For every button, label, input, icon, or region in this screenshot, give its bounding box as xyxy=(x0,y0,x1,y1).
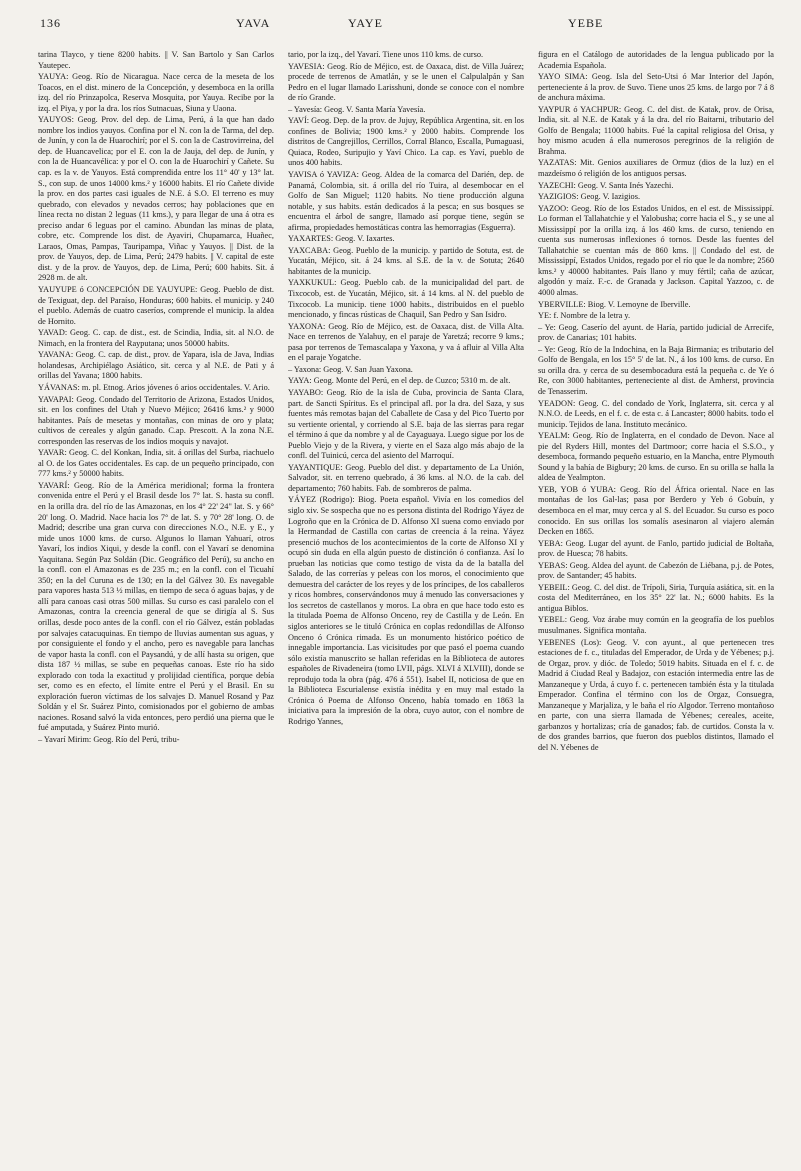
entry-paragraph: YAZOO: Geog. Río de los Estados Unidos, en el est. de Mississippí. Lo forman el Tallahatchie y el Yalobusha; corre hacia el S., y se une al Mississippí por la orilla izq. á los 460 kms. de curso, teniendo en cuenta sus numerosas inflexiones ó tornos. Desde las fuentes del Tallahatchie se cuentan más de 860 kms. || Condado del est. de Mississippí, Estados Unidos, regado por el río que le da nombre; 2560 kms.² y 40000 habitantes. País llano y muy fértil; caña de azúcar, algodón y maíz. F.-c. de Granada y Jackson. Capital Yazzoo, c. de 4000 almas. xyxy=(538,203,774,298)
running-head-right: YEBE xyxy=(568,16,604,30)
entry-paragraph: YAYA: Geog. Monte del Perú, en el dep. de Cuzco; 5310 m. de alt. xyxy=(288,376,511,386)
entry-paragraph: YEBENES (Los): Geog. V. con ayunt., al que pertenecen tres estaciones de f. c., tituladas del Emperador, de Urda y de Yébenes; p.j. de Orgaz, prov. y dióc. de Toledo; 5019 habits. Situada en el f. c. de Madrid á Ciudad Real y Badajoz, con estación intermedia entre las de Manzaneque y Urda, á cuyo f. c. pertenecen también ésta y la titulada Emperador. Confina el término con los de Orgaz, Consuegra, Manzaneque y Marjaliza, y le baña el río Algodor. Terreno montañoso en parte, con una sierra llamada de Yébenes; cereales, aceite, garbanzos y hortalizas; cría de ganados; fab. de curtidos. Consta la v. de dos grandes barrios, que fueron dos pueblos distintos, llamado el del N. Yébenes de xyxy=(538,637,774,752)
entry-paragraph: YEALM: Geog. Río de Inglaterra, en el condado de Devon. Nace al pie del Ryders Hill, montes del Dartmoor; corre hacia el S.S.O., y desemboca, formando pequeño estuario, en la Mancha, entre Plymouth Sound y la bahía de Bigbury; 20 kms. de curso. En su orilla se halla la aldea de Yealmpton. xyxy=(538,431,774,483)
entry-paragraph: YEBEIL: Geog. C. del dist. de Trípoli, Siria, Turquía asiática, sit. en la costa del Mediterráneo, en los 35° 22' lat. N.; 6000 habits. Es la antigua Biblos. xyxy=(538,582,774,613)
entry-paragraph: YAYABO: Geog. Río de la isla de Cuba, provincia de Santa Clara, part. de Sancti Spíritus. Es el principal afl. por la dra. del Saza, y sus fuentes más remotas bajan del Caballete de Casa y del Pico Tuerto por su vertiente oriental, y corriendo al S.E. baja de las sierras para regar el término á que da nombre y al de Cayaguaya. Luego sigue por los de Pueblo Viejo y de la Rivera, y vierte en el Saza algo más abajo de la confl. del Tuinicú, cerca del asiento del Marroquí. xyxy=(288,387,524,461)
entry-paragraph: YAVAR: Geog. C. del Konkan, India, sit. á orillas del Surba, riachuelo al O. de los Gates occidentales. Es cap. de un pequeño principado, con 777 kms.² y 50000 habits. xyxy=(38,448,274,479)
entry-paragraph: tarina Tlayco, y tiene 8200 habits. || V. San Bartolo y San Carlos Yautepec. xyxy=(38,50,274,70)
entry-paragraph: tario, por la izq., del Yavarí. Tiene unos 110 kms. de curso. xyxy=(288,50,484,59)
entry-paragraph: YAZECHI: Geog. V. Santa Inés Yazechi. xyxy=(538,180,674,190)
entry-paragraph: YAXKUKUL: Geog. Pueblo cab. de la municipalidad del part. de Tixcocob, est. de Yucatán, Méjico, sit. á 14 kms. al N. del pueblo de Tixcocob. La municip. tiene 1000 habits., distribuidos en el pueblo mencionado, y fincas rústicas de Chaquil, San Pedro y San Isidro. xyxy=(288,278,524,320)
column-middle xyxy=(288,50,524,1158)
entry-paragraph: YÁVANAS: m. pl. Etnog. Arios jóvenes ó arios occidentales. V. Ario. xyxy=(38,382,270,392)
column-left xyxy=(38,50,274,1158)
entry-paragraph: YAXARTES: Geog. V. Iaxartes. xyxy=(288,234,395,244)
entry-paragraph: YEBAS: Geog. Aldea del ayunt. de Cabezón de Liébana, p.j. de Potes, prov. de Santander; 45 habits. xyxy=(538,560,774,581)
entry-paragraph: YEADON: Geog. C. del condado de York, Inglaterra, sit. cerca y al N.N.O. de Leeds, en el f. c. de esta c. á Lancaster; 8000 habits. todo el municip. Tejidos de lana. Instituto mecánico. xyxy=(538,398,774,429)
entry-paragraph: YAUYA: Geog. Río de Nicaragua. Nace cerca de la meseta de los Toacos, en el dist. minero de la Concepción, y desemboca en la orilla izq. del río Prinzapolca, Reserva Mosquita, por Yauya. Recibe por la izq. el Piya, y por la dra. los ríos Sutnacuas, Siuna y Uaona. xyxy=(38,72,274,113)
entry-paragraph: YAVANA: Geog. C. cap. de dist., prov. de Yapara, isla de Java, Indias holandesas, Archipiélago Asiático, sit. cerca y al N.E. de Pati y á orillas del Yavana; 1800 habits. xyxy=(38,350,274,381)
entry-paragraph: – Ye: Geog. Caserío del ayunt. de Haría, partido judicial de Arrecife, prov. de Canarias; 101 habits. xyxy=(538,322,774,343)
text-columns xyxy=(38,50,774,1158)
running-head-left: YAVA xyxy=(236,16,271,30)
entry-paragraph: – Ye: Geog. Río de la Indochina, en la Baja Birmania; es tributario del Golfo de Bengala, en los 15° 5' de lat. N., á los 100 kms. de curso. En su orilla dra. y cerca de su desembocadura está la pequeña c. de Ye ó Re, con 3000 habitantes, perteneciente al dist. de Amherst, provincia de Tenasserim. xyxy=(538,344,774,396)
entry-paragraph: YAXCABA: Geog. Pueblo de la municip. y partido de Sotuta, est. de Yucatán, Méjico, sit. á 24 kms. al S.E. de la v. de Sotuta; 2640 habitantes de la municip. xyxy=(288,245,524,276)
entry-paragraph: YAYO SIMA: Geog. Isla del Seto-Utsi ó Mar Interior del Japón, perteneciente á la prov. de Suvo. Tiene unos 25 kms. de largo por 7 á 8 de anchura máxima. xyxy=(538,72,774,103)
page-number: 136 xyxy=(40,16,61,30)
entry-paragraph: YAXONA: Geog. Río de Méjico, est. de Oaxaca, dist. de Villa Alta. Nace en terrenos de Yalahuy, en el paraje de Yaretzá; recorre 9 kms.; pasa por terrenos de Temascalapa y Yaxona, y va á afluir al Villa Alta en el paraje Yogatche. xyxy=(288,321,524,363)
entry-paragraph: YAYPUR ó YACHPUR: Geog. C. del dist. de Katak, prov. de Orisa, India, sit. al N.E. de Katak y á la dra. del río Baitarni, tributario del Golfo de Bengala; 11000 habits. Fué la capital religiosa del Orisa, y hoy mismo acuden á ella numerosos peregrinos de la religión de Brahma. xyxy=(538,104,774,156)
entry-paragraph: YAUYOS: Geog. Prov. del dep. de Lima, Perú, á la que han dado nombre los indios yauyos. Confina por el N. con la de Tarma, del dep. de Junín, y con la de Huarochirí; por el S. con la de Castrovirreina, del dep. de Huancavelica; por el E. con la de Jauja, del dep. de Junín, y con la de Huancavélica: y por el O. con la de Huarochirí y Cañete. Su cap. es la v. de Yauyos. Está comprendida entre los 11° 40' y 13° lat. S., con sup. de unos 14000 kms.² y 16000 habits. El río Cañete divide la prov. en dos partes casi iguales de N.E. á S.O. El terreno es muy quebrado, con elevados y nevados cerros; hay poblaciones que en línea recta no distan 2 leguas (11 kms.), y para llegar de una á otra es preciso andar 6 leguas por el camino. Abundan las minas de plata, cobre, etc. Comprende los dist. de Ayaviri, Chupamarca, Huañec, Laraos, Omas, Pampas, Tauripampa, Viñac y Yauyos. || Dist. de la prov. de Yauyos, dep. de Lima, Perú; 2479 habits. || V. capital de este dist. y de la prov. de Yauyos, dep. de Lima, Perú; 600 habits. Sit. á 2928 m. de alt. xyxy=(38,115,274,283)
entry-paragraph: YAUYUPE ó CONCEPCIÓN DE YAUYUPE: Geog. Pueblo de dist. de Texiguat, dep. del Paraíso, Honduras; 600 habits. el municip. y 240 el pueblo. Además de cuatro caseríos, comprende el municip. la aldea de Hornito. xyxy=(38,285,274,326)
entry-paragraph: YAVARÍ: Geog. Río de la América meridional; forma la frontera convenida entre el Perú y el Brasil desde los 7° lat. S. hasta su confl. en la orilla dra. del río de las Amazonas, en los 4° 22' 24" lat. S. y 66° 20' long. O. Madrid. Nace hacia los 7° de lat. S. y 70° 28' long. O. de Madrid; describe una gran curva con direcciones N.O., N.E. y E., y mide unos 1000 kms. de curso. Algunos lo llaman Yahuarí, otros Yavarí, los indios Xiqui, y desde la confl. con el Yavarí se denomina Yaquitana. Según Paz Soldán (Dic. Geográfico del Perú), su ancho en la confl. con el Amazonas es de 235 m.; en la confl. con el Ticuahí 350; en la del Curuna es de 130; en la del Gálvez 30. Es navegable para vapores hasta 513 ½ millas, en tiempo de seca ó aguas bajas, y de allí para canoas casi otras 500 millas. Su curso es casi paralelo con el Amazonas, contra la creencia general de que se dirigía al S. Sus orillas, desde poco antes de la confl. con el río Gálvez, están pobladas por salvajes catacuquinas. En tiempo de lluvias aumentan sus aguas, y por consiguiente el fondo y el ancho, pero es navegable para lanchas de vapor hasta la confl. con el Paysandú, y de allí hasta su origen, que dista 187 ½ millas, se sube en pequeñas canoas. Este río ha sido explorado con toda la exactitud y prolijidad científica, porque debía ser, como es en efecto, el límite entre el Perú y el Brasil. En su exploración fueron víctimas de los salvajes D. Manuel Rosand y Paz Soldán y el Sr. Suárez Pinto, comisionados por el gobierno de ambas naciones. Rosand salvó la vida entonces, pero perdió una pierna que le fué amputada, y Suárez Pinto murió. xyxy=(38,480,274,733)
entry-paragraph: YAVÍ: Geog. Dep. de la prov. de Jujuy, República Argentina, sit. en los confines de Bolivia; 1900 kms.² y 2000 habits. Comprende los distritos de Cangrejillos, Cerrillos, Corral Blanco, Escalla, Pumaguasi, Quiaca, Rodeo, Suripujio y Yaví Chico. La cap. es Yaví, pueblo de unos 400 habits. xyxy=(288,116,524,168)
entry-paragraph: figura en el Catálogo de autoridades de la lengua publicado por la Academia Española. xyxy=(538,50,774,70)
running-head-center: YAYE xyxy=(348,16,383,30)
entry-paragraph: – Yavarí Mirim: Geog. Río del Perú, tribu- xyxy=(38,735,180,744)
entry-paragraph: YEBA: Geog. Lugar del ayunt. de Fanlo, partido judicial de Boltaña, prov. de Huesca; 78 habits. xyxy=(538,538,774,559)
entry-paragraph: YBERVILLE: Biog. V. Lemoyne de Iberville. xyxy=(538,299,691,309)
entry-paragraph: YEBEL: Geog. Voz árabe muy común en la geografía de los pueblos musulmanes. Significa montaña. xyxy=(538,615,774,635)
entry-paragraph: YAZIGIOS: Geog. V. Iazigios. xyxy=(538,192,641,202)
column-right xyxy=(538,50,774,1158)
entry-paragraph: YAYANTIQUE: Geog. Pueblo del dist. y departamento de La Unión, Salvador, sit. en terreno quebrado, á 36 kms. al N.O. de la cab. del departamento; 760 habits. Fab. de sombreros de palma. xyxy=(288,462,524,493)
entry-paragraph: YAVISA ó YAVIZA: Geog. Aldea de la comarca del Darién, dep. de Panamá, Colombia, sit. á orilla del río Tuira, al desembocar en el Golfo de San Miguel; 1120 habits. No tiene producción alguna notable, y sus habits. están dedicados á la pesca; en sus bosques se encuentra el árbol de sangre, llamado así porque tiene, según se afirma, propiedades hemostáticas contra las hemorragias (Esguerra). xyxy=(288,170,524,232)
entry-paragraph: YE: f. Nombre de la letra y. xyxy=(538,311,631,321)
entry-paragraph: YEB, YOB ó YUBA: Geog. Río del África oriental. Nace en las montañas de los Gal-las; pasa por Berdero y Yeb ó Gobuín, y desemboca en el mar, muy cerca y al S. del Ecuador. Su curso es poco conocido. En sus orillas los somalís asesinaron al viajero alemán Decken en 1865. xyxy=(538,484,774,537)
entry-paragraph: YAVESIA: Geog. Río de Méjico, est. de Oaxaca, dist. de Villa Juárez; procede de terrenos de Amatlán, y se le unen el Calpulalpán y San Pedro en el lugar llamado Larisshuni, donde se conoce con el nombre de río Grande. xyxy=(288,61,524,103)
entry-paragraph: – Yaxona: Geog. V. San Juan Yaxona. xyxy=(288,364,413,374)
entry-paragraph: YÁYEZ (Rodrigo): Biog. Poeta español. Vivía en los comedios del siglo xiv. Se sospecha que no es persona distinta del Rodrigo Yáyez de Logroño que en la Crónica de D. Alfonso XI suena como enviado por la Hermandad de Castilla con cartas de creencia á la reina. Yáyez presenció muchos de los acontecimientos de la corte de Alfonso XI y ocupó sin duda en ella algún puesto de distinción ó confianza. Así lo prueban las noticias que como testigo de vista da de la batalla del Salado, de las correrías y peleas con los moros, el conocimiento que demuestra del carácter de los reyes y de los príncipes, de los caballeros y ricos hombres, conservándonos muy á menudo las conversaciones y los secretos de castellanos y moros. La obra en que hace todo esto es la titulada Poema de Alfonso Onceno, rey de Castilla y de León. En siglos anteriores se le tituló Crónica en coplas redondillas de Alfonso Onceno ó Crónica rimada. Es un monumento histórico poético de innegable importancia. Las vicisitudes por que pasó el poema cuando sólo existía manuscrito se hallan referidas en la Biblioteca de autores españoles de Rivadeneira (tomo LVII, págs. XLVI á XLVIII), donde se reprodujo toda la obra (pág. 476 á 551). Isabel II, noticiosa de que en la Biblioteca Escurialense existía inédita y en muy mal estado la Crónica ó Poema de Alfonso Onceno, había tomado en 1863 la iniciativa para la impresión de la obra, cuyo autor, con el nombre de Rodrigo Yannes, xyxy=(288,495,524,726)
entry-paragraph: YAZATAS: Mit. Genios auxiliares de Ormuz (dios de la luz) en el mazdeísmo ó religión de los antiguos persas. xyxy=(538,158,774,179)
entry-paragraph: YAVAD: Geog. C. cap. de dist., est. de Scindia, India, sit. al N.O. de Nimach, en la frontera del Rayputana; unos 50000 habits. xyxy=(38,328,274,348)
entry-paragraph: YAVAPAI: Geog. Condado del Territorio de Arizona, Estados Unidos, sit. en los confines del Utah y Nuevo Méjico; 26416 kms.² y 9000 habitantes. País de mesetas y montañas, con minas de oro y plata; cultivos de cereales y algún ganado. C.ap. Prescott. A la zona N.E. corresponden las reservas de los indios moquis y navajot. xyxy=(38,394,274,446)
entry-paragraph: – Yavesía: Geog. V. Santa María Yavesía. xyxy=(288,104,426,114)
